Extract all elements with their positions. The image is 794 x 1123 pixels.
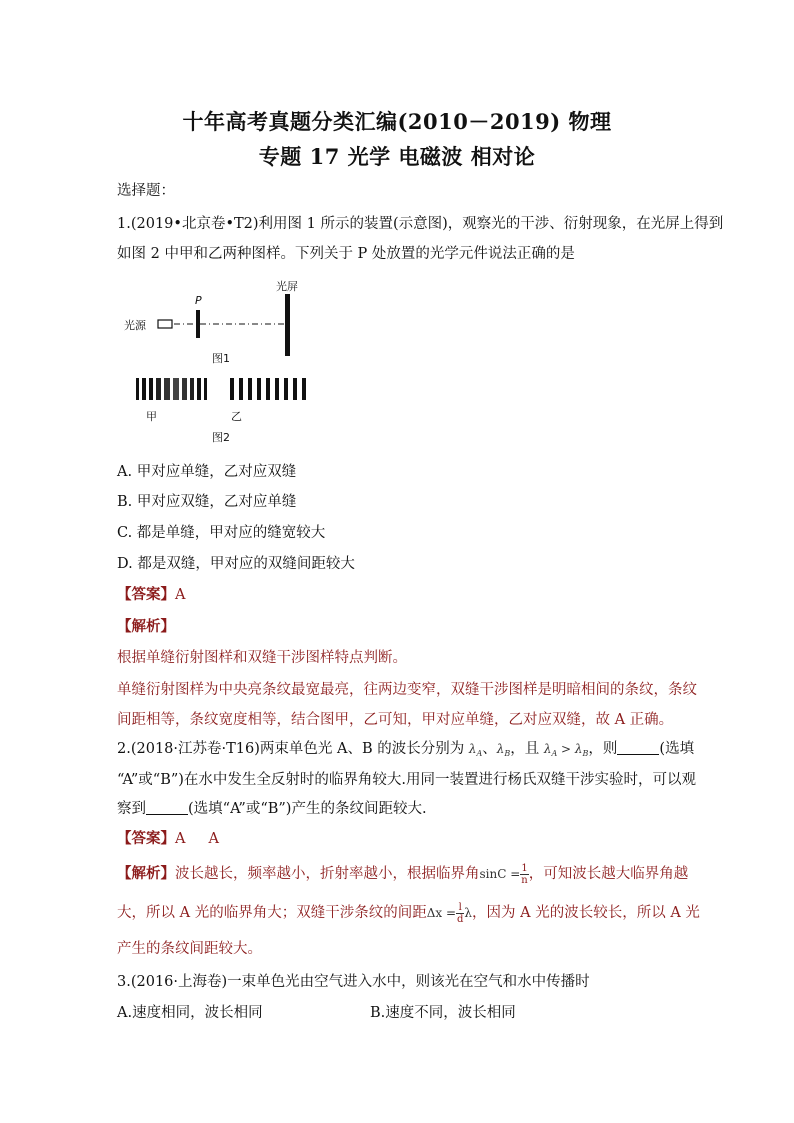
page-subtitle: 专题 17 光学 电磁波 相对论 — [258, 144, 536, 169]
q1-stem-line2: 如图 2 中甲和乙两种图样。下列关于 P 处放置的光学元件说法正确的是 — [117, 246, 575, 262]
q2-answer — [117, 829, 219, 849]
q2-answer-tag: 【答案】 — [117, 830, 175, 847]
answer-value: A — [175, 587, 186, 603]
q3-option-b: B.速度不同，波长相同 — [370, 1005, 516, 1021]
q2-analysis-line1-part1: 波长越长，频率越小，折射率越小，根据临界角 — [175, 866, 480, 882]
screen-label: 光屏 — [276, 280, 298, 293]
frac1-numerator: 1 — [521, 862, 528, 874]
source-label: 光源 — [124, 319, 146, 332]
fig2-label: 图2 — [212, 431, 230, 444]
q2-analysis-line3: 产生的条纹间距较大。 — [117, 941, 262, 957]
q2-analysis-line2 — [117, 900, 700, 926]
q1-analysis-line1: 根据单缝衍射图样和双缝干涉图样特点判断。 — [117, 650, 407, 666]
q1-option-c: C. 都是单缝，甲对应的缝宽较大 — [117, 525, 326, 541]
answer-tag: 【答案】 — [117, 586, 175, 603]
yi-label: 乙 — [231, 410, 242, 423]
lambda-a-subscript-2: A — [551, 749, 558, 758]
q2-stem-part1: 2.(2018·江苏卷·T16)两束单色光 A、B 的波长分别为 — [117, 741, 465, 757]
q2-stem-part4: (选填 — [659, 741, 695, 757]
lambda-symbol: λ — [464, 906, 473, 920]
q1-figure — [118, 276, 318, 446]
q1-analysis-line2: 单缝衍射图样为中央亮条纹最宽最亮，往两边变窄，双缝干涉图样是明暗相间的条纹，条纹 — [117, 682, 697, 698]
q2-stem-line1 — [117, 739, 694, 764]
lambda-b-symbol: λ — [496, 742, 505, 756]
dx-expression: Δx = — [426, 906, 457, 920]
light-source-box — [158, 320, 172, 328]
q2-stem-line2: “A”或“B”)在水中发生全反射时的临界角较大.用同一装置进行杨氏双缝干涉实验时，可以观 — [117, 772, 697, 788]
section-label: 选择题： — [117, 183, 175, 199]
q2-analysis-line1-part2: ，可知波长越大临界角越 — [528, 866, 689, 882]
q2-stem-part2: ，且 — [510, 741, 540, 757]
lambda-b-subscript-2: B — [582, 749, 589, 758]
greater-than-sign: > — [557, 742, 575, 756]
fringe-pattern-jia — [136, 378, 207, 400]
q2-analysis-line2-part1: 大，所以 A 光的临界角大；双缝干涉条纹的间距 — [117, 905, 427, 921]
answer-blank-1[interactable] — [617, 740, 659, 755]
lambda-b-subscript: B — [504, 749, 511, 758]
q3-option-a: A.速度相同，波长相同 — [117, 1005, 263, 1021]
q1-option-b: B. 甲对应双缝，乙对应单缝 — [117, 494, 297, 510]
q1-analysis-tag: 【解析】 — [117, 618, 175, 635]
lambda-b-symbol-2: λ — [574, 742, 583, 756]
frac1-denominator: n — [521, 874, 528, 886]
q1-answer — [117, 585, 185, 605]
q2-stem-line3-part1: 察到 — [117, 801, 146, 817]
fig1-label: 图1 — [212, 352, 230, 365]
sinc-expression: sinC = — [479, 867, 521, 881]
frac2-numerator: l — [456, 902, 464, 914]
q2-analysis-tag: 【解析】 — [117, 865, 175, 882]
page-title: 十年高考真题分类汇编(2010－2019) 物理 — [182, 109, 612, 134]
q2-stem-line3-part2: (选填“A”或“B”)产生的条纹间距较大. — [188, 801, 427, 817]
frac2-denominator: d — [457, 913, 464, 925]
q1-option-a: A. 甲对应单缝，乙对应双缝 — [117, 464, 297, 480]
q1-stem-line1: 1.(2019•北京卷•T2)利用图 1 所示的装置(示意图)，观察光的干涉、衍射现象，在光屏上得到 — [117, 216, 724, 232]
q2-separator: 、 — [482, 741, 497, 757]
q3-stem-line1: 3.(2016·上海卷)一束单色光由空气进入水中，则该光在空气和水中传播时 — [117, 974, 590, 990]
q2-analysis-line2-part2: ，因为 A 光的波长较长，所以 A 光 — [472, 905, 700, 921]
jia-label: 甲 — [146, 410, 157, 423]
q1-option-d: D. 都是双缝，甲对应的双缝间距较大 — [117, 556, 355, 572]
lambda-a-symbol: λ — [468, 742, 477, 756]
lambda-a-subscript: A — [476, 749, 483, 758]
q2-analysis-line1 — [117, 861, 688, 887]
p-element-bar — [196, 310, 200, 338]
q2-stem-line3 — [117, 799, 427, 819]
screen-bar — [285, 294, 290, 356]
q1-analysis-line3: 间距相等，条纹宽度相等，结合图甲，乙可知，甲对应单缝，乙对应双缝，故 A 正确。 — [117, 712, 674, 728]
p-label: P — [195, 294, 202, 307]
fringe-pattern-yi — [230, 378, 306, 400]
q2-answer-value: A A — [175, 831, 219, 847]
lambda-a-symbol-2: λ — [543, 742, 552, 756]
answer-blank-2[interactable] — [146, 800, 188, 815]
q2-stem-part3: ，则 — [588, 741, 618, 757]
